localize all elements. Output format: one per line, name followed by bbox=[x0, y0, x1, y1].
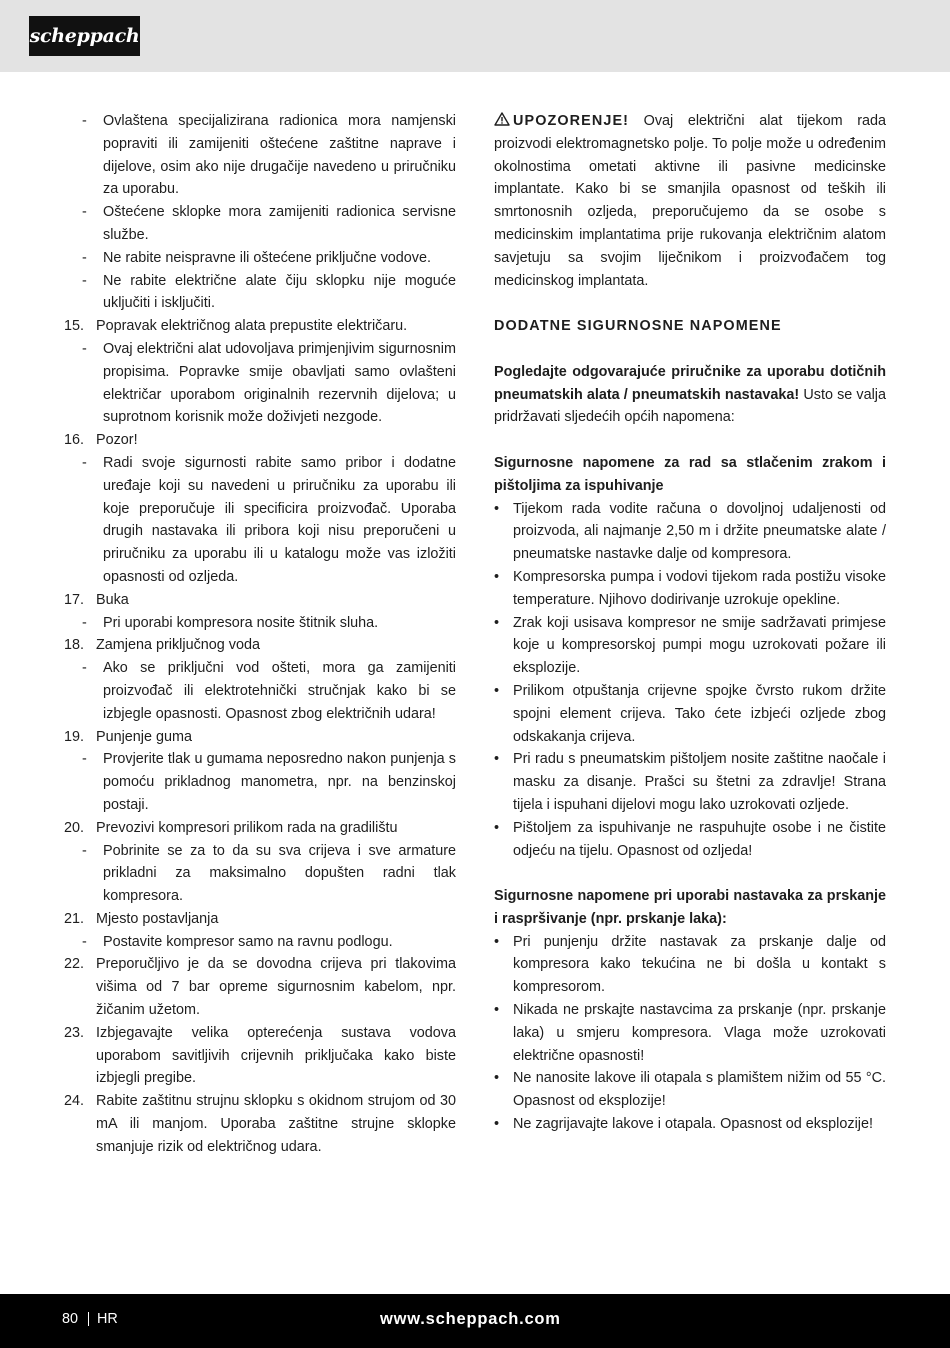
numbered-item: 19. Punjenje guma bbox=[64, 728, 193, 745]
bullet-item: • Pri punjenju držite nastavak za prskanje dalje od kompresora kako tekućina ne bi došla u kontakt s kompresorom. bbox=[494, 933, 886, 996]
numbered-item: 20. Prevozivi kompresori prilikom rada na gradilištu bbox=[64, 819, 398, 836]
brand-logo-text: scheppach bbox=[29, 25, 140, 47]
left-item: - Ovaj električni alat udovoljava primjenjivim sigurnosnim propisima. Popravke smije obavljati samo ovlašteni električar uporabom originalnih rezervnih dijelova; u suprotnom korisnik može doživjeti nezgode. bbox=[82, 340, 456, 426]
left-item: - Ovlaštena specijalizirana radionica mora namjenski popraviti ili zamijeniti oštećene zaštitne naprave i dijelove, osim ako nije drugačije navedeno u priručniku za uporabu. bbox=[82, 113, 456, 198]
subsection-title: Sigurnosne napomene za rad sa stlačenim zrakom i pištoljima za ispuhivanje bbox=[494, 454, 886, 494]
page-number: 80 bbox=[62, 1311, 79, 1327]
bullet-item: • Zrak koji usisava kompresor ne smije sadržavati primjese koje u kompresorskoj pumpi mogu uzrokovati požare ili eksplozije. bbox=[494, 614, 886, 677]
language-code: HR bbox=[97, 1311, 118, 1327]
numbered-item: 18. Zamjena priključnog voda bbox=[64, 637, 260, 654]
bullet-item: • Prilikom otpuštanja crijevne spojke čvrsto rukom držite spojni element crijeva. Tako ćete izbjeći ozljede zbog odskakanja crijeva. bbox=[494, 682, 886, 745]
numbered-item: 22. Preporučljivo je da se dovodna crijeva pri tlakovima višima od 7 bar opreme sigurnosnim kabelom, npr. žičanim užetom. bbox=[64, 956, 456, 1019]
warning-triangle-icon bbox=[494, 112, 510, 126]
bullet-item: • Kompresorska pumpa i vodovi tijekom rada postižu visoke temperature. Njihovo dodirivanje uzrokuje opekline. bbox=[494, 568, 886, 608]
left-item: - Oštećene sklopke mora zamijeniti radionica servisne službe. bbox=[82, 204, 456, 243]
warning-paragraph bbox=[494, 110, 886, 292]
numbered-item: 17. Buka bbox=[64, 591, 129, 608]
intro-paragraph bbox=[494, 361, 886, 429]
footer-divider bbox=[88, 1312, 89, 1326]
left-item: - Provjerite tlak u gumama neposredno nakon punjenja s pomoću prikladnog manometra, npr. na benzinskoj postaji. bbox=[82, 751, 456, 813]
subsection-title: Sigurnosne napomene pri uporabi nastavaka za prskanje i raspršivanje (npr. prskanje laka): bbox=[494, 888, 886, 927]
section-heading: DODATNE SIGURNOSNE NAPOMENE bbox=[494, 318, 782, 335]
bullet-item: • Pištoljem za ispuhivanje ne raspuhujte osobe i ne čistite odjeću na tijelu. Opasnost od ozljeda! bbox=[494, 819, 886, 859]
numbered-item: 24. Rabite zaštitnu strujnu sklopku s okidnom strujom od 30 mA ili manjom. Uporaba zaštitne strujne sklopke smanjuje rizik od električnog udara. bbox=[64, 1093, 456, 1155]
left-column bbox=[64, 110, 456, 1159]
header-band bbox=[0, 0, 950, 72]
intro-text: Usto se valja pridržavati sljedećih općih napomena: bbox=[494, 386, 887, 426]
warning-text: Ovaj električni alat tijekom rada proizvodi elektromagnetsko polje. To polje može u određenim okolnostima ometati aktivne ili pasivne medicinske implantate. Kako bi se smanjila opasnost od teških ili smrtonosnih ozljeda, preporučujemo da se osobe s medicinskim implantatima prije rukovanja električnim alatom savjetuju sa svojim liječnikom i proizvođačem tog medicinskog implantata. bbox=[494, 113, 887, 289]
left-item: - Postavite kompresor samo na ravnu podlogu. bbox=[82, 933, 393, 950]
right-column bbox=[494, 110, 886, 1136]
numbered-item: 15. Popravak električnog alata prepustite električaru. bbox=[64, 318, 408, 335]
left-item: - Ne rabite neispravne ili oštećene priključne vodove. bbox=[82, 249, 431, 266]
bullet-item: • Ne nanosite lakove ili otapala s plamištem nižim od 55 °C. Opasnost od eksplozije! bbox=[494, 1070, 886, 1110]
numbered-item: 16. Pozor! bbox=[64, 432, 138, 449]
brand-logo bbox=[29, 16, 140, 56]
left-item: - Pri uporabi kompresora nosite štitnik sluha. bbox=[82, 614, 379, 631]
website-link[interactable]: www.scheppach.com bbox=[380, 1310, 561, 1328]
intro-bold: Pogledajte odgovarajuće priručnike za uporabu dotičnih pneumatskih alata / pneumatskih nastavaka! bbox=[494, 363, 886, 403]
left-item: - Ne rabite električne alate čiju sklopku nije moguće uključiti i isključiti. bbox=[82, 272, 456, 312]
numbered-item: 21. Mjesto postavljanja bbox=[64, 910, 219, 927]
bullet-item: • Pri radu s pneumatskim pištoljem nosite zaštitne naočale i masku za disanje. Prašci su štetni za zdravlje! Strana tijela i ispuhani dijelovi mogu lako uzrokovati ozljede. bbox=[494, 751, 886, 813]
bullet-item: • Nikada ne prskajte nastavcima za prskanje (npr. prskanje laka) u smjeru kompresora. Vlaga može uzrokovati električne opasnosti! bbox=[494, 1002, 886, 1064]
left-item: - Ako se priključni vod ošteti, mora ga zamijeniti proizvođač ili elektrotehnički stručnjak kako bi se izbjegle opasnosti. Opasnost zbog električnih udara! bbox=[82, 660, 456, 722]
bullet-item: • Ne zagrijavajte lakove i otapala. Opasnost od eksplozije! bbox=[494, 1116, 873, 1133]
left-item: - Pobrinite se za to da su sva crijeva i sve armature prikladni za maksimalno dopušten radni tlak kompresora. bbox=[82, 842, 456, 905]
left-item: - Radi svoje sigurnosti rabite samo pribor i dodatne uređaje koji su navedeni u priručniku za uporabu ili koje preporučuje ili specificira proizvođač. Uporaba drugih nastavaka ili pribora koji nisu preporučeni u priručniku za uporabu ili u katalogu može vas izložiti opasnosti od ozljeda. bbox=[82, 454, 456, 585]
page-footer bbox=[0, 1294, 950, 1348]
numbered-item: 23. Izbjegavajte velika opterećenja sustava vodova uporabom savitljivih crijevnih priključaka kako biste izbjegli pregibe. bbox=[64, 1024, 456, 1087]
warning-label: UPOZORENJE! bbox=[513, 113, 630, 129]
bullet-item: • Tijekom rada vodite računa o dovoljnoj udaljenosti od proizvoda, ali najmanje 2,50 m i držite pneumatske alate / pneumatske nastavke dalje od kompresora. bbox=[494, 500, 886, 563]
